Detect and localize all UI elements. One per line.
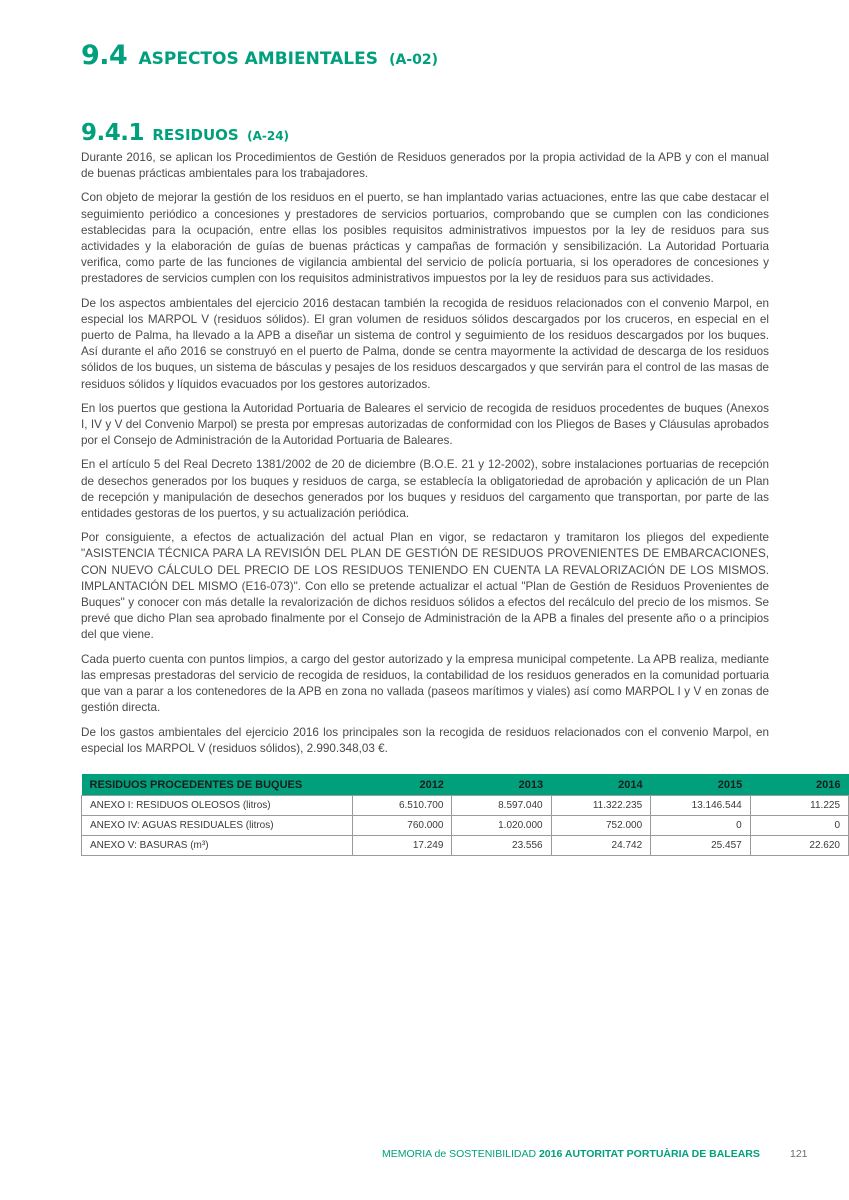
table-cell: 17.249: [353, 836, 452, 856]
table-cell: 0: [750, 816, 848, 836]
table-header-cell: 2014: [551, 774, 651, 796]
section-number: 9.4: [81, 40, 128, 71]
paragraph: Con objeto de mejorar la gestión de los residuos en el puerto, se han implantado varias actuaciones, entre las que cabe destacar el seguimiento periódico a concesiones y prestadores de servicios portuarios, comprobando que se cumplen con las condiciones establecidas para la ocupación, entre ellas los posibles requisitos administrativos impuestos por la ley de residuos para sus actividades y la elaboración de guías de buenas prácticas y campañas de formación y sensibilización. La Autoridad Portuaria verifica, como parte de las funciones de vigilancia ambiental del servicio de policía portuaria, si los operadores de concesiones y prestadores de servicios cumplen con los requisitos administrativos impuestos por la ley de residuos para sus actividades.: [81, 191, 769, 286]
table-cell: 6.510.700: [353, 796, 452, 816]
table-cell: 11.225: [750, 796, 848, 816]
table-header-cell: 2012: [353, 774, 452, 796]
subsection-number: 9.4.1: [81, 120, 144, 146]
subsection-code: (A-24): [247, 129, 290, 143]
table-cell: 11.322.235: [551, 796, 651, 816]
paragraph: Por consiguiente, a efectos de actualización del actual Plan en vigor, se redactaron y tramitaron los pliegos del expediente "ASISTENCIA TÉCNICA PARA LA REVISIÓN DEL PLAN DE GESTIÓN DE RESIDUOS PROVENIENTES DE EMBARCACIONES, CON NUEVO CÁLCULO DEL PRECIO DE LOS RESIDUOS TENIENDO EN CUENTA LA REVALORIZACIÓN DE LOS MISMOS. IMPLANTACIÓN DEL MISMO (E16-073)". Con ello se pretende actualizar el actual "Plan de Gestión de Residuos Provenientes de Buques" y conocer con más detalle la revalorización de dichos residuos sólidos a efectos del recálculo del precio de los mismos. Se prevé que dicho Plan sea aprobado finalmente por el Consejo de Administración de la APB a finales del presente año o a principios del que viene.: [81, 531, 769, 642]
paragraph: Durante 2016, se aplican los Procedimientos de Gestión de Residuos generados por la propia actividad de la APB y con el manual de buenas prácticas ambientales para los trabajadores.: [81, 151, 769, 181]
table-header-row: [82, 774, 849, 796]
table-cell: ANEXO V: BASURAS (m³): [82, 836, 353, 856]
table-header-cell: RESIDUOS PROCEDENTES DE BUQUES: [82, 774, 353, 796]
table-cell: 23.556: [452, 836, 551, 856]
subsection-title: [81, 118, 289, 146]
table-cell: 13.146.544: [651, 796, 751, 816]
body-text: [81, 150, 769, 765]
footer-prefix: MEMORIA de SOSTENIBILIDAD: [382, 1148, 539, 1160]
table-cell: ANEXO IV: AGUAS RESIDUALES (litros): [82, 816, 353, 836]
table-row: [82, 816, 849, 836]
section-heading: ASPECTOS AMBIENTALES: [138, 49, 378, 69]
table-cell: 8.597.040: [452, 796, 551, 816]
paragraph: En el artículo 5 del Real Decreto 1381/2002 de 20 de diciembre (B.O.E. 21 y 12-2002), sobre instalaciones portuarias de recepción de desechos generados por los buques y residuos de carga, se establecía la obligatoriedad de aprobación y aplicación de un Plan de recepción y manipulación de desechos generados por los buques y residuos del cargamento que transportan, por parte de las entidades gestoras de los puertos, y su actualización periódica.: [81, 458, 769, 521]
paragraph: De los gastos ambientales del ejercicio 2016 los principales son la recogida de residuos relacionados con el convenio Marpol, en especial los MARPOL V (residuos sólidos), 2.990.348,03 €.: [81, 725, 769, 755]
table-row: [82, 796, 849, 816]
footer: [382, 1148, 760, 1160]
section-code: (A-02): [389, 52, 439, 68]
table-cell: 25.457: [651, 836, 751, 856]
subsection-heading: RESIDUOS: [152, 126, 239, 144]
table-cell: 1.020.000: [452, 816, 551, 836]
waste-table: [81, 774, 849, 856]
table-row: [82, 836, 849, 856]
table-cell: ANEXO I: RESIDUOS OLEOSOS (litros): [82, 796, 353, 816]
footer-organization: 2016 AUTORITAT PORTUÀRIA DE BALEARS: [538, 1148, 760, 1160]
table-cell: 752.000: [551, 816, 651, 836]
table-cell: 760.000: [353, 816, 452, 836]
table-header-cell: 2013: [452, 774, 551, 796]
paragraph: En los puertos que gestiona la Autoridad Portuaria de Baleares el servicio de recogida de residuos procedentes de buques (Anexos I, IV y V del Convenio Marpol) se presta por empresas autorizadas de conformidad con los Pliegos de Bases y Cláusulas aprobados por el Consejo de Administración de la Autoridad Portuaria de Baleares.: [81, 401, 769, 448]
paragraph: De los aspectos ambientales del ejercicio 2016 destacan también la recogida de residuos relacionados con el convenio Marpol, en especial los MARPOL V (residuos sólidos). El gran volumen de residuos sólidos descargados por los cruceros, en especial en el puerto de Palma, ha llevado a la APB a diseñar un sistema de control y seguimiento de los residuos descargados por los buques. Así durante el año 2016 se construyó en el puerto de Palma, donde se centra mayormente la actividad de descarga de los residuos sólidos de los buques, un sistema de básculas y pesajes de los residuos descargados y que servirán para el control de las masas de residuos sólidos y líquidos evacuados por los gestores autorizados.: [81, 296, 770, 391]
paragraph: Cada puerto cuenta con puntos limpios, a cargo del gestor autorizado y la empresa municipal competente. La APB realiza, mediante las empresas prestadoras del servicio de recogida de residuos, la contabilidad de los residuos generados en la comunidad portuaria que van a parar a los contenedores de la APB en zona no vallada (paseos marítimos y viales) así como MARPOL I y V en zonas de gestión directa.: [81, 652, 769, 715]
table-header-cell: 2016: [750, 774, 848, 796]
section-title: [81, 34, 438, 72]
table-header-cell: 2015: [651, 774, 751, 796]
table-cell: 0: [651, 816, 751, 836]
table-cell: 24.742: [551, 836, 651, 856]
page-number: 121: [790, 1148, 808, 1160]
table-cell: 22.620: [750, 836, 848, 856]
